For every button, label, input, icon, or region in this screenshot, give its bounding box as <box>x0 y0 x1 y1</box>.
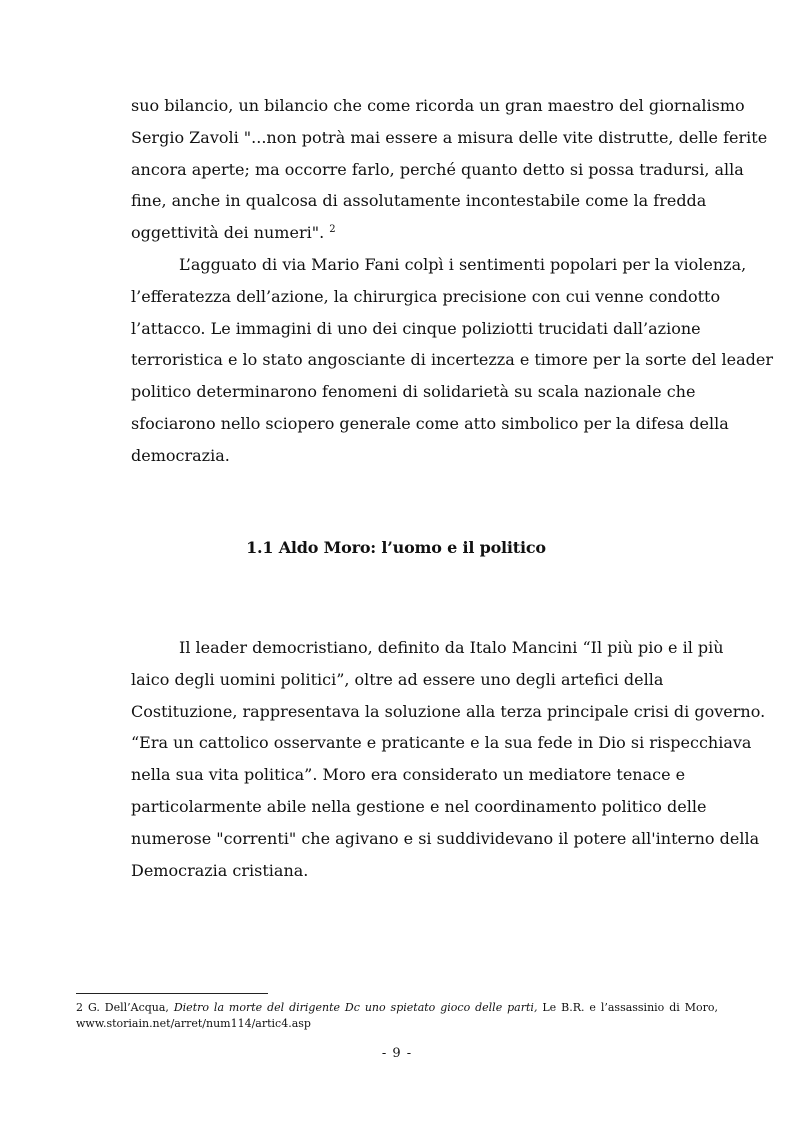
text-line: Democrazia cristiana. <box>131 860 309 880</box>
text-line: sfociarono nello sciopero generale come atto simbolico per la difesa della <box>131 413 729 433</box>
text-line: Il leader democristiano, definito da Italo Mancini “Il più pio e il più <box>179 638 724 657</box>
text-line: democrazia. <box>131 445 230 465</box>
text-line: laico degli uomini politici”, oltre ad essere uno degli artefici della <box>131 669 664 689</box>
footnote-separator <box>76 993 268 994</box>
footnote-url: www.storiain.net/arret/num114/artic4.asp <box>76 1017 311 1030</box>
page-number: - 9 - <box>381 1046 413 1061</box>
footnote-reference: 2 <box>329 224 336 236</box>
paragraph-leader <box>131 632 766 886</box>
footnote-line <box>76 1000 718 1016</box>
text-line-content: oggettività dei numeri". <box>131 223 325 243</box>
text-line: l’efferatezza dell’azione, la chirurgica precisione con cui venne condotto <box>131 286 721 306</box>
text-line: particolarmente abile nella gestione e nel coordinamento politico delle <box>131 796 707 816</box>
text-line: politico determinarono fenomeni di solidarietà su scala nazionale che <box>131 382 696 402</box>
text-line: numerose "correnti" che agivano e si suddividevano il potere all'interno della <box>131 828 760 848</box>
footnote-number: 2 <box>76 1001 83 1014</box>
text-line: l’attacco. Le immagini di uno dei cinque poliziotti trucidati dall’azione <box>131 318 701 338</box>
text-line: suo bilancio, un bilancio che come ricorda un gran maestro del giornalismo <box>131 96 745 115</box>
paragraph-bilancio <box>131 90 768 249</box>
text-line: nella sua vita politica”. Moro era considerato un mediatore tenace e <box>131 765 686 785</box>
section-heading: 1.1 Aldo Moro: l’uomo e il politico <box>246 538 546 557</box>
footnote <box>76 1000 718 1032</box>
footnote-source: Le B.R. e l’assassinio di Moro, <box>542 1001 718 1014</box>
text-line: fine, anche in qualcosa di assolutamente incontestabile come la fredda <box>131 191 707 211</box>
text-line: Sergio Zavoli "...non potrà mai essere a misura delle vite distrutte, delle ferite <box>131 127 768 147</box>
paragraph-agguato <box>131 249 773 472</box>
text-line: Costituzione, rappresentava la soluzione alla terza principale crisi di governo. <box>131 701 766 721</box>
text-line: terroristica e lo stato angosciante di incertezza e timore per la sorte del leader <box>131 350 773 370</box>
text-line: L’agguato di via Mario Fani colpì i sentimenti popolari per la violenza, <box>179 255 747 274</box>
text-line <box>131 217 661 249</box>
footnote-author: G. Dell’Acqua, <box>87 1001 169 1014</box>
footnote-title: Dietro la morte del dirigente Dc uno spietato gioco delle parti, <box>173 1001 538 1014</box>
text-line: ancora aperte; ma occorre farlo, perché quanto detto si possa tradursi, alla <box>131 159 744 179</box>
text-line: “Era un cattolico osservante e praticante e la sua fede in Dio si rispecchiava <box>131 733 752 753</box>
